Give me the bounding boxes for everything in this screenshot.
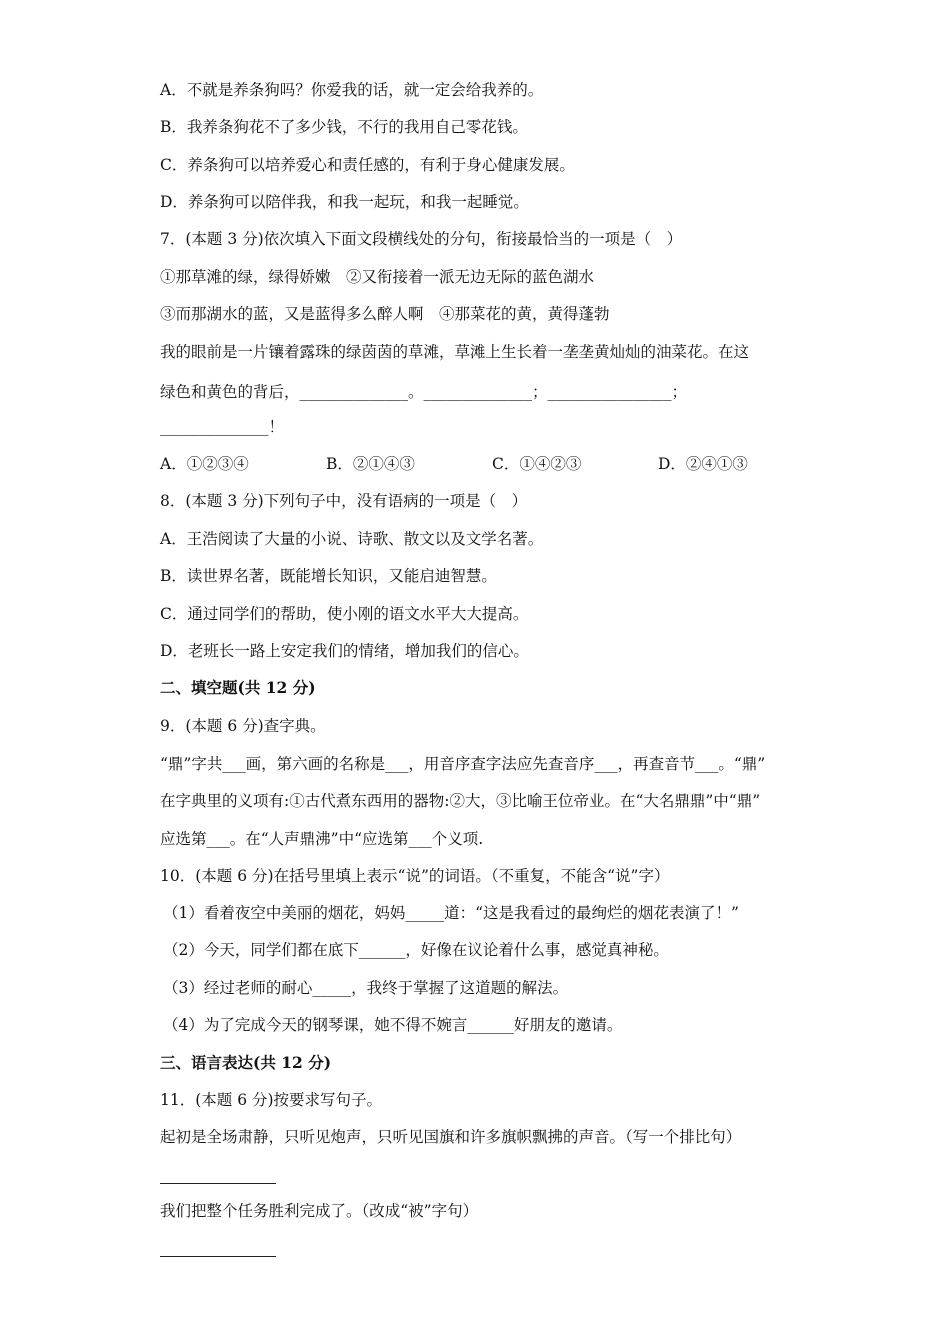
q7-option-b: B．②①④③ [326,455,415,473]
q10-stem: 10．(本题 6 分)在括号里填上表示“说”的词语。（不重复，不能含“说”字） [160,867,670,885]
q9-line-3: 应选第___。在“人声鼎沸”中“应选第___个义项. [160,830,484,848]
q8-option-b: B．读世界名著，既能增长知识，又能启迪智慧。 [160,567,497,585]
q9-line-2: 在字典里的义项有:①古代煮东西用的器物:②大，③比喻王位帝业。在“大名鼎鼎”中“鼎” [160,792,761,810]
section-2-heading: 二、填空题(共 12 分) [160,678,316,697]
q9-line-1: “鼎”字共___画，第六画的名称是___，用音序查字法应先查音序___，再查音节___。“鼎” [160,755,766,773]
section-3-heading: 三、语言表达(共 12 分) [160,1053,332,1072]
q6-option-b: B．我养条狗花不了多少钱，不行的我用自己零花钱。 [160,118,528,136]
q7-option-d: D．②④①③ [658,455,748,473]
q7-clauses-1: ①那草滩的绿，绿得娇嫩 ②又衔接着一派无边无际的蓝色湖水 [160,268,595,286]
q11-task-2: 我们把整个任务胜利完成了。（改成“被”字句） [160,1202,479,1220]
q7-clauses-2: ③而那湖水的蓝，又是蓝得多么醉人啊 ④那菜花的黄，黄得蓬勃 [160,305,610,323]
q9-stem: 9．(本题 6 分)查字典。 [160,717,326,735]
q6-option-d: D．养条狗可以陪伴我，和我一起玩，和我一起睡觉。 [160,193,529,211]
q11-answer-line-2[interactable] [160,1256,276,1257]
q10-item-4: （4）为了完成今天的钢琴课，她不得不婉言______好朋友的邀请。 [163,1016,623,1034]
q7-passage-1: 我的眼前是一片镶着露珠的绿茵茵的草滩，草滩上生长着一垄垄黄灿灿的油菜花。在这 [160,343,750,361]
q10-item-1: （1）看着夜空中美丽的烟花，妈妈_____道：“这是我看过的最绚烂的烟花表演了！” [163,904,739,922]
q11-answer-line-1[interactable] [160,1183,276,1184]
q7-passage-2: 绿色和黄色的背后，______________。______________；________________； [160,383,688,401]
q7-stem: 7．(本题 3 分)依次填入下面文段横线处的分句，衔接最恰当的一项是（ ） [160,230,683,248]
q7-option-c: C．①④②③ [492,455,582,473]
q8-option-c: C．通过同学们的帮助，使小刚的语文水平大大提高。 [160,605,529,623]
q7-passage-3: ______________！ [160,418,285,436]
q10-item-2: （2）今天，同学们都在底下______，好像在议论着什么事，感觉真神秘。 [163,941,669,959]
q6-option-c: C．养条狗可以培养爱心和责任感的，有利于身心健康发展。 [160,156,575,174]
q8-stem: 8．(本题 3 分)下列句子中，没有语病的一项是（ ） [160,492,528,510]
q11-task-1: 起初是全场肃静，只听见炮声，只听见国旗和许多旗帜飘拂的声音。（写一个排比句） [160,1128,742,1146]
q8-option-a: A．王浩阅读了大量的小说、诗歌、散文以及文学名著。 [160,530,544,548]
q10-item-3: （3）经过老师的耐心_____，我终于掌握了这道题的解法。 [163,979,569,997]
q7-option-a: A．①②③④ [160,455,249,473]
q6-option-a: A．不就是养条狗吗？你爱我的话，就一定会给我养的。 [160,81,544,99]
q11-stem: 11．(本题 6 分)按要求写句子。 [160,1091,383,1109]
q8-option-d: D．老班长一路上安定我们的情绪，增加我们的信心。 [160,642,529,660]
